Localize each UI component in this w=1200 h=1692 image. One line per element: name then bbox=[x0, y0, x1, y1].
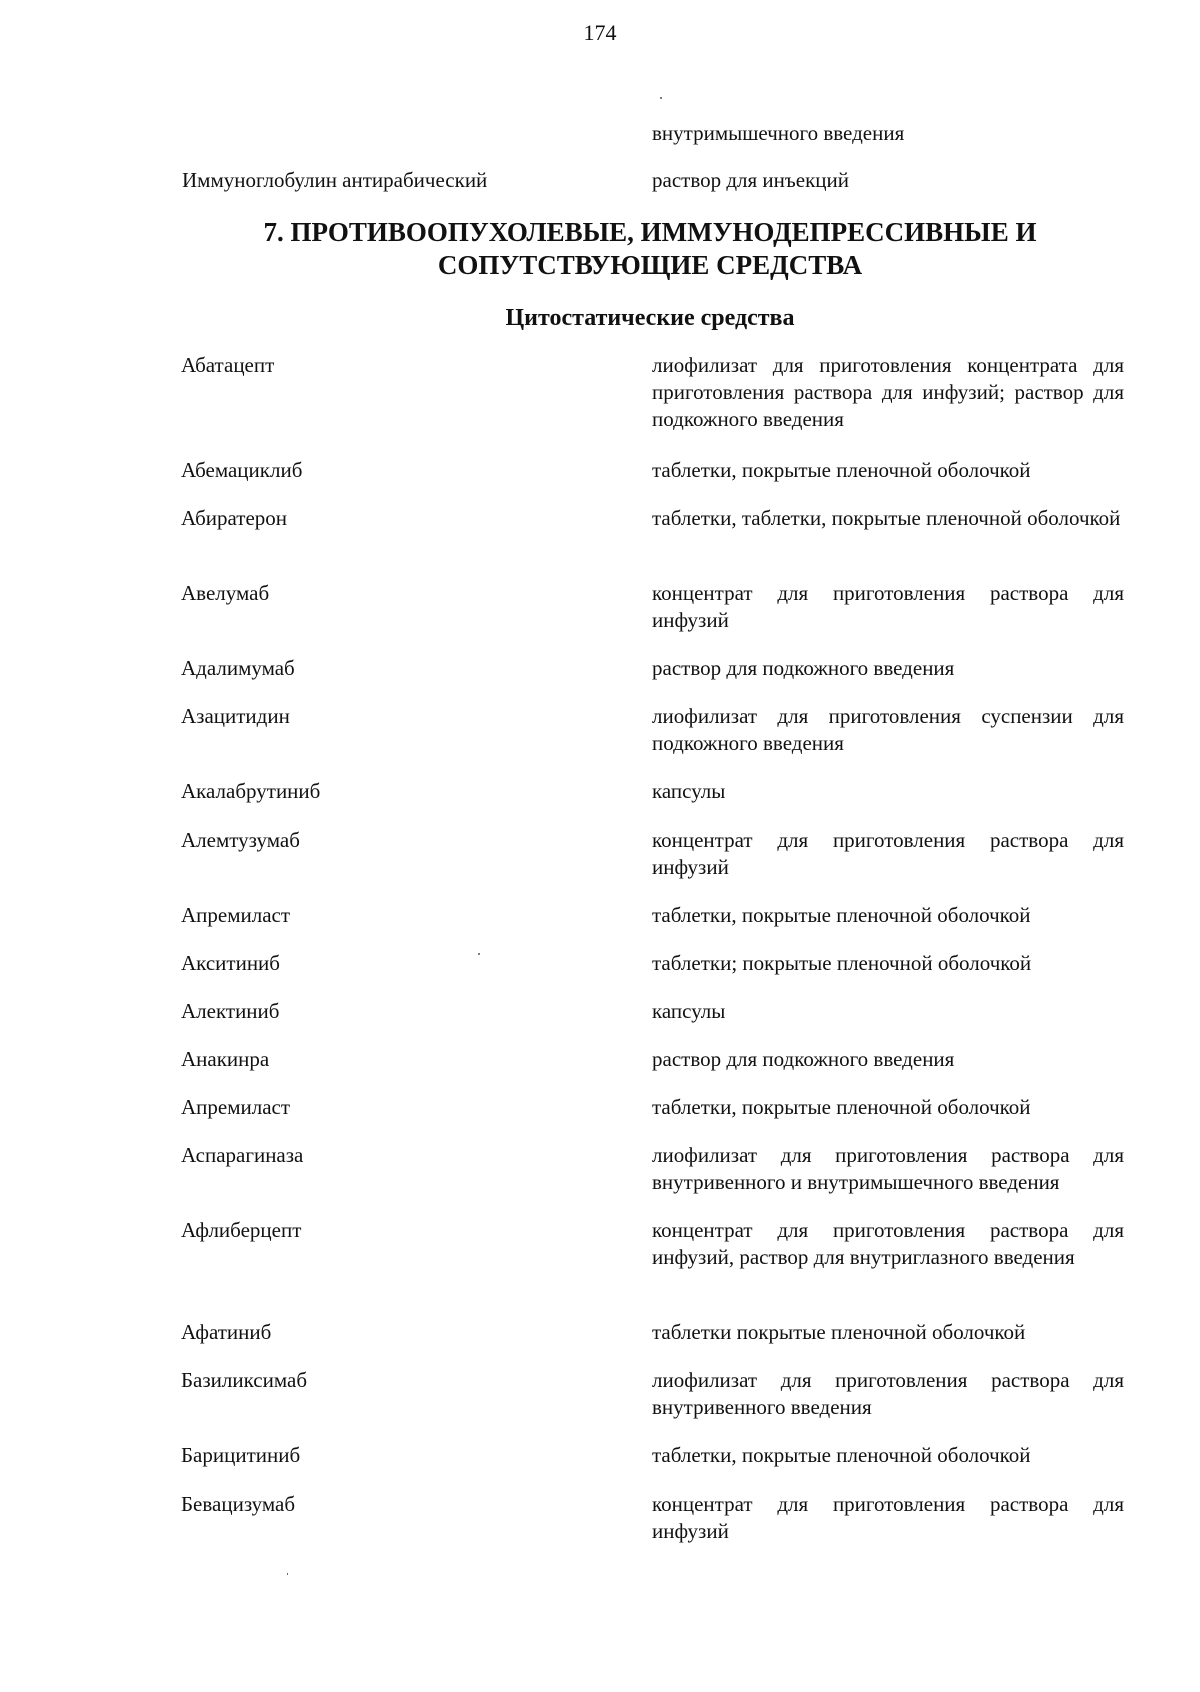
drug-name: Алектиниб bbox=[181, 999, 280, 1023]
drug-name: Апремиласт bbox=[181, 903, 291, 927]
drug-form: концентрат для приготовления раствора для инфузий bbox=[652, 1492, 1124, 1543]
page-number: 174 bbox=[583, 20, 617, 45]
drug-name: Афатиниб bbox=[181, 1320, 272, 1344]
drug-name: Алемтузумаб bbox=[181, 828, 300, 852]
drug-form: таблетки покрытые пленочной оболочкой bbox=[652, 1320, 1026, 1344]
drug-form: концентрат для приготовления раствора для инфузий, раствор для внутриглазного введения bbox=[652, 1218, 1124, 1269]
section-title-line-2: СОПУТСТВУЮЩИЕ СРЕДСТВА bbox=[437, 250, 863, 280]
scan-speck bbox=[478, 953, 480, 955]
drug-name: Азацитидин bbox=[181, 704, 290, 728]
drug-form: раствор для подкожного введения bbox=[652, 1047, 955, 1071]
drug-form: капсулы bbox=[652, 779, 726, 803]
drug-form: лиофилизат для приготовления концентрата для приготовления раствора для инфузий; раствор для подкожного введения bbox=[652, 353, 1124, 431]
section-title-line-1: 7. ПРОТИВООПУХОЛЕВЫЕ, ИММУНОДЕПРЕССИВНЫЕ И bbox=[263, 217, 1037, 247]
drug-name: Абиратерон bbox=[181, 506, 288, 530]
drug-form: раствор для подкожного введения bbox=[652, 656, 955, 680]
drug-form: таблетки, покрытые пленочной оболочкой bbox=[652, 1443, 1031, 1467]
drug-name: Абемациклиб bbox=[181, 458, 303, 482]
drug-name: Абатацепт bbox=[181, 353, 275, 377]
drug-name: Апремиласт bbox=[181, 1095, 291, 1119]
preceding-drug-name: Иммуноглобулин антирабический bbox=[182, 168, 488, 192]
drug-name: Афлиберцепт bbox=[181, 1218, 302, 1242]
drug-form: лиофилизат для приготовления суспензии для подкожного введения bbox=[652, 704, 1124, 755]
preceding-drug-form: раствор для инъекций bbox=[652, 168, 849, 192]
drug-form: концентрат для приготовления раствора для инфузий bbox=[652, 581, 1124, 632]
drug-name: Аспарагиназа bbox=[181, 1143, 304, 1167]
drug-name: Адалимумаб bbox=[181, 656, 295, 680]
drug-form: концентрат для приготовления раствора для инфузий bbox=[652, 828, 1124, 879]
drug-form: капсулы bbox=[652, 999, 726, 1023]
preceding-form-continuation: внутримышечного введения bbox=[652, 121, 905, 145]
drug-name: Бевацизумаб bbox=[181, 1492, 296, 1516]
drug-form: лиофилизат для приготовления раствора для внутривенного и внутримышечного введения bbox=[652, 1143, 1124, 1194]
drug-name: Авелумаб bbox=[181, 581, 270, 605]
drug-form: таблетки; покрытые пленочной оболочкой bbox=[652, 951, 1032, 975]
drug-form: таблетки, покрытые пленочной оболочкой bbox=[652, 1095, 1031, 1119]
drug-name: Акалабрутиниб bbox=[181, 779, 321, 803]
scan-speck bbox=[287, 1573, 288, 1575]
drug-form: лиофилизат для приготовления раствора для внутривенного введения bbox=[652, 1368, 1124, 1419]
drug-form: таблетки, покрытые пленочной оболочкой bbox=[652, 458, 1031, 482]
drug-name: Барицитиниб bbox=[181, 1443, 301, 1467]
drug-name: Базиликсимаб bbox=[181, 1368, 308, 1392]
scan-speck bbox=[660, 97, 662, 99]
drug-name: Акситиниб bbox=[181, 951, 280, 975]
subsection-title: Цитостатические средства bbox=[505, 305, 795, 331]
drug-name: Анакинра bbox=[181, 1047, 270, 1071]
drug-form: таблетки, таблетки, покрытые пленочной оболочкой bbox=[652, 506, 1121, 530]
drug-form: таблетки, покрытые пленочной оболочкой bbox=[652, 903, 1031, 927]
